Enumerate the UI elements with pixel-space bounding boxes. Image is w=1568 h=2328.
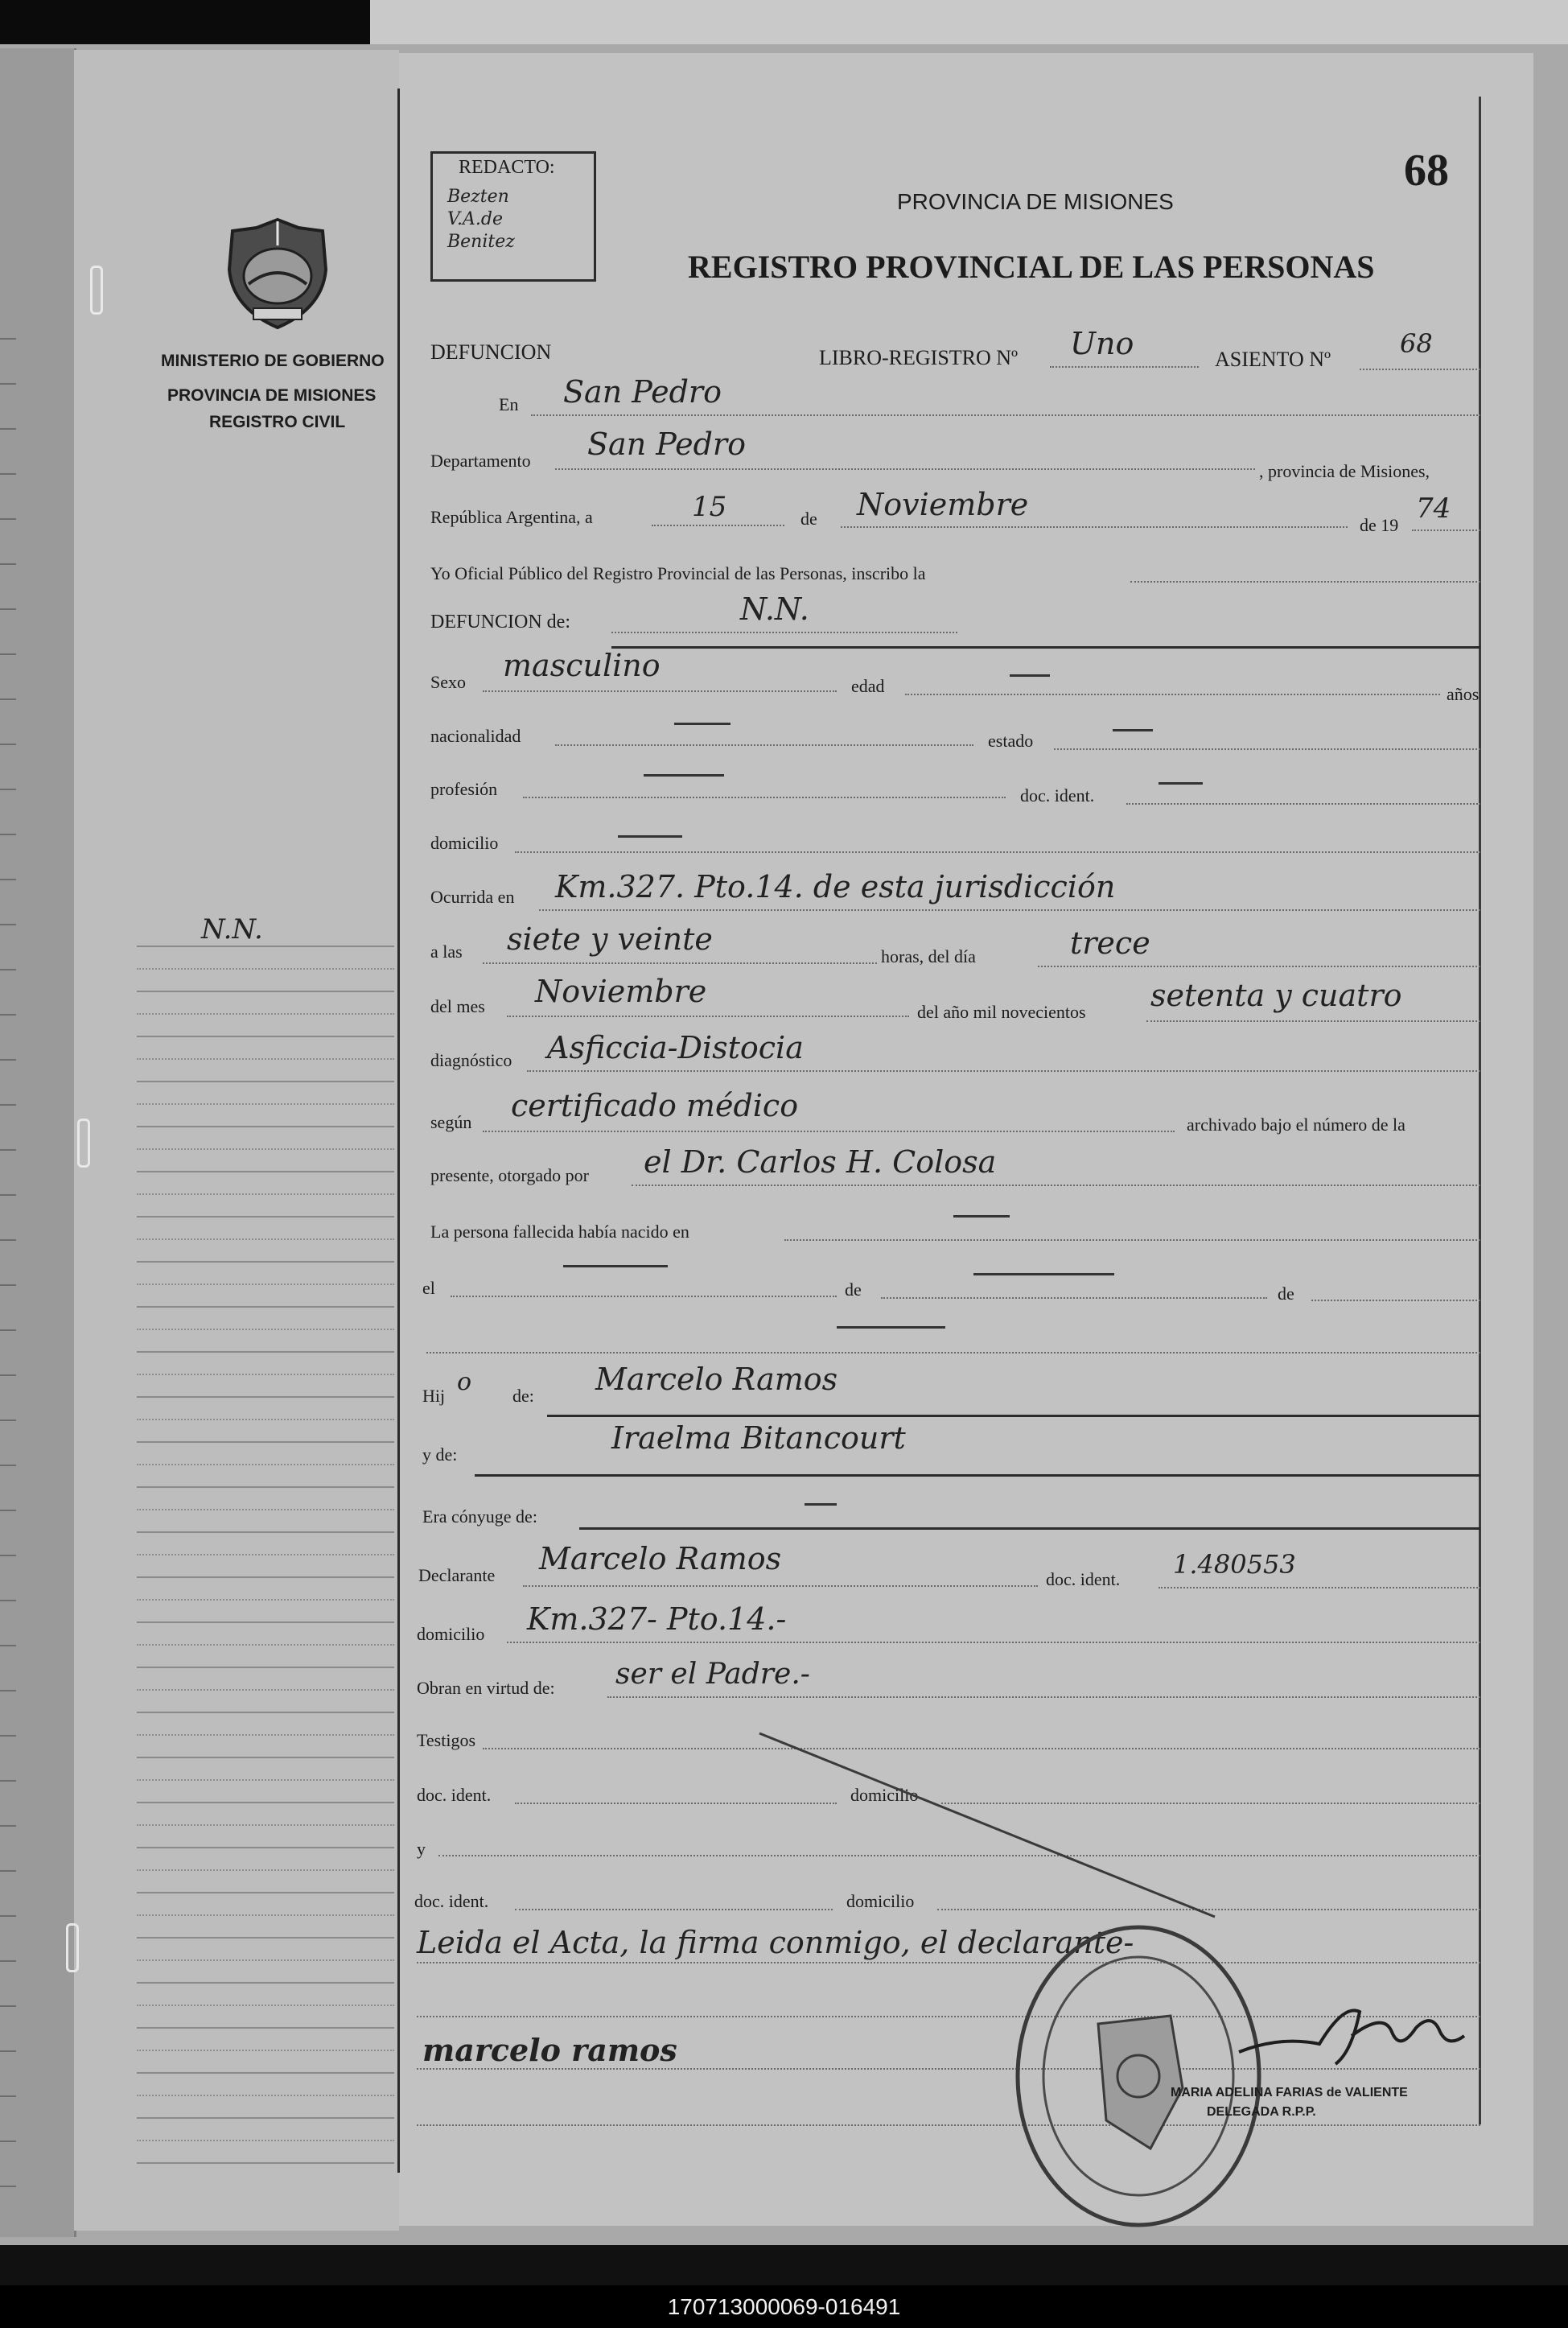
defuncion-de-line xyxy=(611,632,957,633)
ministry-line-2: PROVINCIA DE MISIONES xyxy=(167,386,377,405)
margin-ruled-line xyxy=(137,1667,394,1668)
margin-note: N.N. xyxy=(201,913,263,946)
spine-tick xyxy=(0,1735,16,1737)
margin-ruled-line xyxy=(137,1824,394,1826)
margin-ruled-line xyxy=(137,1261,394,1263)
hijo-label: Hij xyxy=(422,1386,446,1406)
sexo-label: Sexo xyxy=(430,672,466,692)
spine-tick xyxy=(0,2005,16,2007)
profesion-dash xyxy=(644,774,724,777)
margin-ruled-line xyxy=(137,2095,394,2096)
defuncion-de-label: DEFUNCION de: xyxy=(430,612,570,632)
presente-label: presente, otorgado por xyxy=(430,1165,589,1185)
estado-dash xyxy=(1113,729,1153,731)
el-dash xyxy=(563,1265,668,1267)
spine-tick xyxy=(0,383,16,385)
spine-tick xyxy=(0,338,16,340)
spine-tick xyxy=(0,834,16,835)
spine-tick xyxy=(0,1329,16,1331)
margin-ruled-line xyxy=(137,1757,394,1758)
obran-value: ser el Padre.- xyxy=(615,1658,810,1691)
nacido-month-line xyxy=(881,1297,1267,1299)
margin-ruled-line xyxy=(137,1779,394,1781)
nacido-dash xyxy=(953,1215,1010,1218)
margin-ruled-line xyxy=(137,1036,394,1037)
testigo1-doc-label: doc. ident. xyxy=(417,1785,492,1805)
top-strip xyxy=(370,0,1568,44)
mes-value: Noviembre xyxy=(535,974,707,1009)
libro-line xyxy=(1050,366,1199,368)
ocurrida-value: Km.327. Pto.14. de esta jurisdicción xyxy=(555,869,1116,904)
horas-label: horas, del día xyxy=(881,946,976,966)
margin-ruled-line xyxy=(137,1238,394,1240)
doc-ident-line xyxy=(1126,803,1480,805)
spine-tick xyxy=(0,698,16,700)
doc-ident-dash xyxy=(1159,782,1203,785)
y-de-label: y de: xyxy=(422,1444,458,1465)
margin-ruled-line xyxy=(137,2162,394,2164)
nacido-month-dash xyxy=(973,1273,1114,1275)
spine-tick xyxy=(0,1645,16,1646)
anio-value: setenta y cuatro xyxy=(1150,978,1402,1013)
month-de-label: de xyxy=(800,509,817,529)
spine-tick xyxy=(0,1104,16,1106)
diagnostico-value: Asficcia-Distocia xyxy=(547,1030,804,1065)
binding-stitch xyxy=(90,266,103,315)
departamento-line xyxy=(555,468,1255,470)
spine-tick xyxy=(0,1825,16,1827)
margin-ruled-line xyxy=(137,2027,394,2029)
margin-ruled-line xyxy=(137,1351,394,1353)
left-margin-column xyxy=(74,50,399,2231)
margin-ruled-line xyxy=(137,2117,394,2119)
margin-ruled-line xyxy=(137,1734,394,1736)
spine-tick xyxy=(0,1239,16,1241)
conyuge-label: Era cónyuge de: xyxy=(422,1506,537,1527)
margin-ruled-line xyxy=(137,1396,394,1398)
declarante-line xyxy=(523,1585,1038,1587)
month-value: Noviembre xyxy=(857,487,1029,522)
margin-ruled-line xyxy=(137,1419,394,1420)
spine-tick xyxy=(0,1600,16,1601)
dia-value: trece xyxy=(1070,925,1150,961)
margin-ruled-line xyxy=(137,1329,394,1330)
spine-tick xyxy=(0,1510,16,1511)
a-las-value: siete y veinte xyxy=(507,921,713,957)
conyuge-dash xyxy=(805,1503,837,1506)
leido-text: Leida el Acta, la firma conmigo, el declarante- xyxy=(417,1925,1134,1960)
margin-ruled-line xyxy=(137,1802,394,1803)
padre-value: Marcelo Ramos xyxy=(595,1362,838,1397)
day-value: 15 xyxy=(692,491,727,523)
spine-tick xyxy=(0,1780,16,1782)
margin-ruled-line xyxy=(137,1013,394,1015)
spine-tick xyxy=(0,1915,16,1917)
month-line xyxy=(841,526,1348,528)
defuncion-de-underline xyxy=(611,646,1480,649)
segun-value: certificado médico xyxy=(511,1088,799,1123)
margin-ruled-line xyxy=(137,1869,394,1871)
spine-tick xyxy=(0,2141,16,2142)
y-label: y xyxy=(417,1839,426,1859)
en-value: San Pedro xyxy=(563,374,722,410)
sexo-line xyxy=(483,690,837,692)
registry-title: REGISTRO PROVINCIAL DE LAS PERSONAS xyxy=(688,249,1375,285)
sexo-value: masculino xyxy=(503,648,661,683)
mes-line xyxy=(507,1016,909,1017)
margin-ruled-line xyxy=(137,1171,394,1172)
testigo2-domicilio-label: domicilio xyxy=(846,1891,915,1911)
decl-domicilio-label: domicilio xyxy=(417,1624,485,1644)
margin-ruled-line xyxy=(137,1081,394,1082)
nacido-year-de-label: de xyxy=(1278,1283,1294,1304)
spine-tick xyxy=(0,924,16,925)
spine-tick xyxy=(0,744,16,745)
margin-ruled-line xyxy=(137,1689,394,1691)
declarante-doc-label: doc. ident. xyxy=(1046,1569,1121,1589)
ministry-line-1: MINISTERIO DE GOBIERNO xyxy=(161,352,385,370)
margin-ruled-line xyxy=(137,1531,394,1533)
a-las-line xyxy=(483,962,877,964)
spine-tick xyxy=(0,428,16,430)
margin-ruled-line xyxy=(137,1441,394,1443)
testigos-label: Testigos xyxy=(417,1730,476,1750)
leido-line xyxy=(417,1962,1480,1963)
doc-ident-label: doc. ident. xyxy=(1020,785,1095,806)
testigo2-doc-label: doc. ident. xyxy=(414,1891,489,1911)
spine-tick xyxy=(0,1194,16,1196)
hijo-de-label: de: xyxy=(512,1386,534,1406)
bottom-strip xyxy=(0,2245,1568,2285)
spine-tick xyxy=(0,2186,16,2187)
margin-ruled-line xyxy=(137,1621,394,1623)
year-line xyxy=(1412,529,1480,531)
asiento-line xyxy=(1360,369,1480,370)
nacido-line xyxy=(784,1239,1480,1241)
yo-oficial-text: Yo Oficial Público del Registro Provincial de las Personas, inscribo la xyxy=(430,563,926,583)
margin-ruled-line xyxy=(137,1576,394,1578)
margin-ruled-line xyxy=(137,1959,394,1961)
margin-ruled-line xyxy=(137,1103,394,1105)
madre-line xyxy=(475,1474,1480,1477)
obran-label: Obran en virtud de: xyxy=(417,1678,555,1698)
el-label: el xyxy=(422,1278,435,1298)
margin-ruled-line xyxy=(137,2050,394,2051)
ocurrida-label: Ocurrida en xyxy=(430,887,515,907)
margin-ruled-line xyxy=(137,2140,394,2141)
domicilio-label: domicilio xyxy=(430,833,499,853)
right-border-line xyxy=(1479,97,1481,2124)
margin-ruled-line xyxy=(137,1058,394,1060)
margin-ruled-line xyxy=(137,946,394,947)
spine-tick xyxy=(0,2050,16,2052)
spine-tick xyxy=(0,879,16,880)
ocurrida-line xyxy=(539,909,1480,911)
spine-tick xyxy=(0,653,16,655)
redacto-label: REDACTO: xyxy=(459,157,555,178)
year-value: 74 xyxy=(1416,492,1451,525)
margin-ruled-line xyxy=(137,1216,394,1218)
spine-tick xyxy=(0,473,16,475)
libro-value: Uno xyxy=(1070,326,1134,361)
margin-ruled-line xyxy=(137,2005,394,2006)
spine-tick xyxy=(0,563,16,565)
redacto-signature: Bezten V.A.de Benitez xyxy=(447,187,515,252)
day-line xyxy=(652,525,784,526)
margin-ruled-line xyxy=(137,1126,394,1127)
margin-ruled-line xyxy=(137,1464,394,1465)
ministry-line-3: REGISTRO CIVIL xyxy=(209,413,346,431)
margin-ruled-line xyxy=(137,1306,394,1308)
margin-ruled-line xyxy=(137,1914,394,1916)
firma-line-3 xyxy=(417,2124,1480,2126)
margin-ruled-line xyxy=(137,1374,394,1375)
dia-line xyxy=(1038,966,1480,967)
edad-dash xyxy=(1010,674,1050,677)
presente-line xyxy=(632,1185,1480,1186)
official-signature-icon xyxy=(1231,1988,1472,2084)
defuncion-heading: DEFUNCION xyxy=(430,340,552,364)
margin-ruled-line xyxy=(137,1937,394,1939)
margin-ruled-line xyxy=(137,1283,394,1285)
page-number: 68 xyxy=(1404,146,1449,196)
year-prefix: de 19 xyxy=(1360,515,1399,535)
spine-tick xyxy=(0,1870,16,1872)
spine-tick xyxy=(0,1284,16,1286)
margin-ruled-line xyxy=(137,1982,394,1984)
declarante-label: Declarante xyxy=(418,1565,496,1585)
libro-label: LIBRO-REGISTRO Nº xyxy=(819,346,1019,369)
edad-line xyxy=(905,694,1440,695)
provincia-suffix: , provincia de Misiones, xyxy=(1259,461,1430,481)
segun-label: según xyxy=(430,1112,472,1132)
anos-label: años xyxy=(1447,684,1480,704)
spine-tick xyxy=(0,969,16,970)
nacionalidad-label: nacionalidad xyxy=(430,726,521,746)
nacido-extra-line xyxy=(426,1352,1480,1354)
margin-ruled-line xyxy=(137,1509,394,1510)
declarante-signature: marcelo ramos xyxy=(422,2032,677,2068)
nacionalidad-line xyxy=(555,744,973,746)
margin-ruled-line xyxy=(137,1599,394,1601)
a-las-label: a las xyxy=(430,942,463,962)
en-line xyxy=(531,414,1480,416)
segun-line xyxy=(483,1131,1175,1132)
yo-oficial-line xyxy=(1130,581,1480,583)
spine-tick xyxy=(0,1059,16,1061)
stamp-line-1: MARIA ADELINA FARIAS de VALIENTE xyxy=(1171,2086,1408,2099)
coat-of-arms-icon xyxy=(221,213,334,334)
binding-stitch xyxy=(77,1119,90,1168)
nacionalidad-dash xyxy=(674,723,730,725)
en-label: En xyxy=(499,394,519,414)
margin-ruled-line xyxy=(137,968,394,970)
margin-ruled-line xyxy=(137,991,394,992)
cancel-line xyxy=(756,1730,1223,1923)
declarante-value: Marcelo Ramos xyxy=(539,1541,782,1576)
margin-ruled-line xyxy=(137,2072,394,2074)
official-seal-icon xyxy=(1010,1919,1267,2233)
el-line xyxy=(451,1296,837,1297)
anio-label: del año mil novecientos xyxy=(917,1002,1086,1022)
book-spine xyxy=(0,48,76,2237)
margin-ruled-line xyxy=(137,1644,394,1646)
decl-domicilio-line xyxy=(507,1642,1480,1643)
spine-tick xyxy=(0,1149,16,1151)
margin-ruled-line xyxy=(137,1486,394,1488)
stamp-line-2: DELEGADA R.P.P. xyxy=(1207,2105,1316,2119)
redacto-box xyxy=(430,151,596,282)
margin-ruled-line xyxy=(137,1847,394,1848)
profesion-line xyxy=(523,797,1006,798)
margin-ruled-line xyxy=(137,1554,394,1555)
margin-ruled-line xyxy=(137,1148,394,1150)
spine-tick xyxy=(0,1014,16,1016)
decl-domicilio-value: Km.327- Pto.14.- xyxy=(527,1601,787,1637)
domicilio-line xyxy=(515,851,1480,853)
nacido-label: La persona fallecida había nacido en xyxy=(430,1222,689,1242)
republica-label: República Argentina, a xyxy=(430,507,593,527)
hijo-o-value: o xyxy=(457,1368,472,1396)
margin-ruled-line xyxy=(137,1892,394,1893)
spine-tick xyxy=(0,1374,16,1376)
declarante-doc-line xyxy=(1159,1587,1480,1588)
defuncion-de-value: N.N. xyxy=(740,591,809,627)
spine-tick xyxy=(0,1555,16,1556)
edad-label: edad xyxy=(851,676,885,696)
declarante-doc-value: 1.480553 xyxy=(1173,1549,1296,1580)
diagnostico-label: diagnóstico xyxy=(430,1050,512,1070)
presente-value: el Dr. Carlos H. Colosa xyxy=(644,1144,997,1180)
madre-value: Iraelma Bitancourt xyxy=(611,1420,906,1456)
obran-line xyxy=(607,1696,1480,1698)
province-heading: PROVINCIA DE MISIONES xyxy=(897,189,1174,214)
anio-line xyxy=(1146,1020,1480,1022)
spine-tick xyxy=(0,2095,16,2097)
spine-tick xyxy=(0,1690,16,1691)
margin-ruled-line xyxy=(137,1712,394,1713)
spine-tick xyxy=(0,1419,16,1421)
padre-line xyxy=(547,1415,1480,1417)
spine-tick xyxy=(0,518,16,520)
diagnostico-line xyxy=(527,1070,1480,1072)
testigo1-domicilio-label: domicilio xyxy=(850,1785,919,1805)
departamento-value: San Pedro xyxy=(587,426,746,462)
spine-tick xyxy=(0,789,16,790)
estado-line xyxy=(1054,748,1480,750)
spine-tick xyxy=(0,1465,16,1466)
image-caption: 170713000069-016491 xyxy=(0,2285,1568,2328)
del-mes-label: del mes xyxy=(430,996,485,1016)
archivado-label: archivado bajo el número de la xyxy=(1187,1115,1405,1135)
margin-divider xyxy=(397,89,400,2173)
nacido-place-dash xyxy=(837,1326,945,1329)
margin-ruled-line xyxy=(137,1193,394,1195)
estado-label: estado xyxy=(988,731,1034,751)
asiento-value: 68 xyxy=(1400,328,1433,359)
domicilio-dash xyxy=(618,835,682,838)
conyuge-line xyxy=(579,1527,1480,1530)
profesion-label: profesión xyxy=(430,779,498,799)
spine-tick xyxy=(0,608,16,610)
departamento-label: Departamento xyxy=(430,451,531,471)
spine-tick xyxy=(0,1960,16,1962)
binding-stitch xyxy=(66,1923,79,1972)
nacido-de-label: de xyxy=(845,1279,862,1300)
asiento-label: ASIENTO Nº xyxy=(1215,348,1331,371)
nacido-year-line xyxy=(1311,1300,1480,1301)
